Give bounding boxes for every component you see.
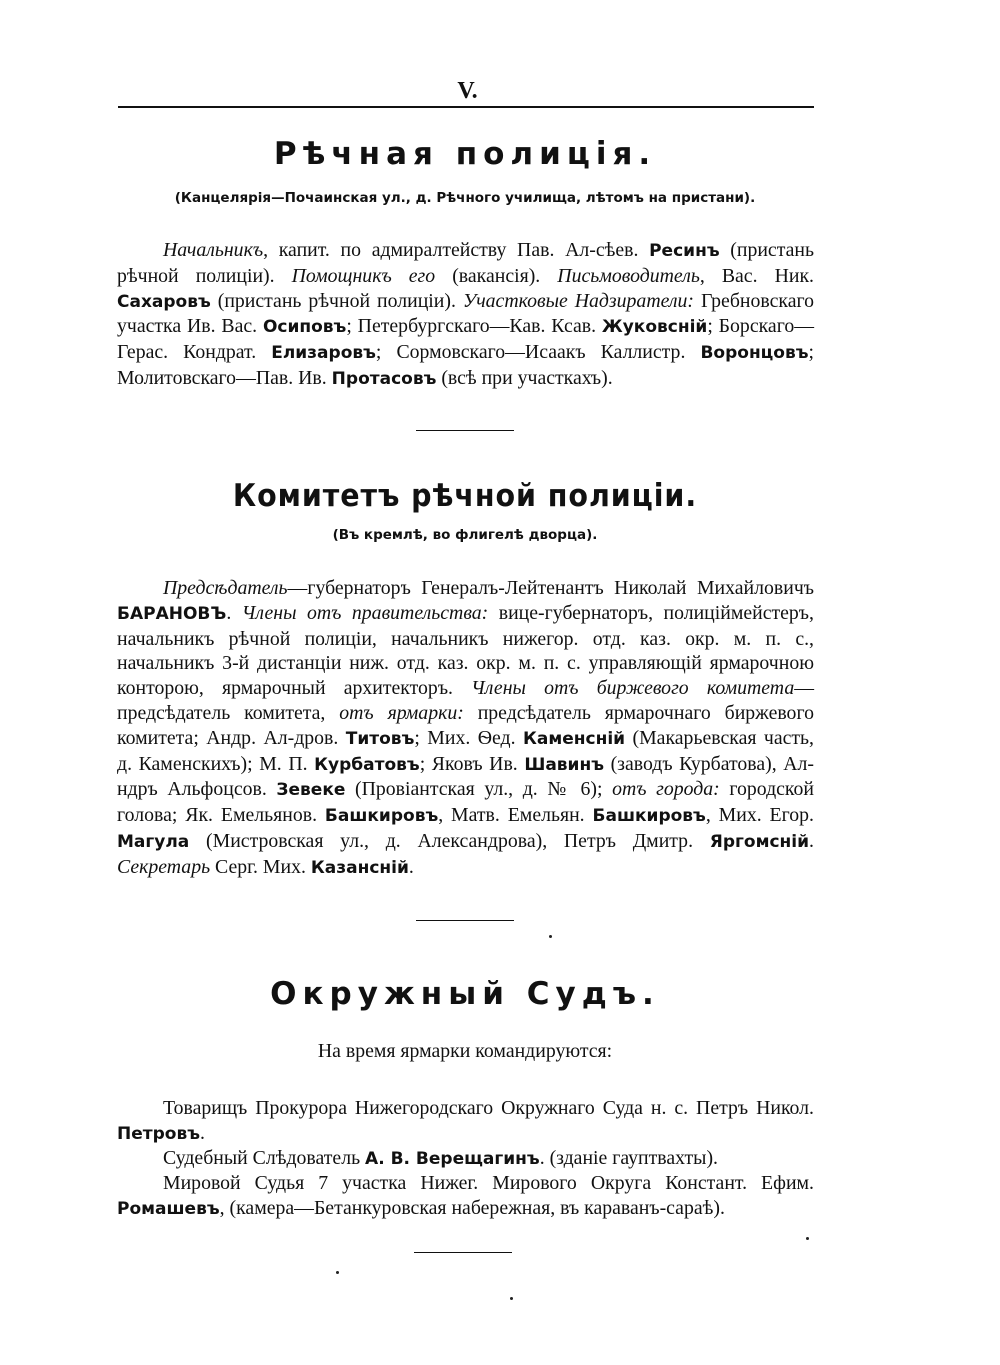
text-span: . — [226, 601, 242, 624]
role-label: Начальникъ — [163, 239, 264, 261]
section-title-river-police-committee: Комитетъ рѣчной полиціи. — [232, 478, 698, 514]
surname: Сахаровъ — [117, 291, 211, 312]
section-title-river-police: Рѣчная полиція. — [273, 136, 657, 172]
text-span: Гребновскаго участка Ив. Вас. — [117, 289, 814, 338]
surname: Ресинъ — [649, 241, 720, 261]
role-label: Предсѣдатель — [163, 577, 288, 599]
text-span: , (камера—Бетанкуровская набережная, въ караванъ-сараѣ). — [219, 1196, 725, 1219]
court-paragraph-justice — [117, 1171, 814, 1222]
section-subtitle-committee: (Въ кремлѣ, во флигелѣ дворца). — [332, 527, 598, 543]
river-police-paragraph — [117, 238, 814, 392]
print-speck — [336, 1271, 339, 1274]
surname: Осиповъ — [262, 317, 347, 338]
surname: Магула — [117, 831, 190, 852]
text-span: . — [408, 855, 414, 878]
surname: Шавинъ — [524, 754, 604, 775]
surname: Яргомсній — [709, 831, 810, 852]
page-number: V. — [457, 78, 478, 104]
surname: Титовъ — [345, 728, 415, 749]
court-paragraph-prosecutor — [117, 1096, 814, 1147]
text-span: (всѣ при участкахъ). — [436, 366, 613, 389]
role-label: Письмоводитель — [557, 264, 700, 287]
text-span: . — [809, 829, 814, 852]
text-span: (заводъ Курбатова), Ал-ндръ Альфоцсов. — [117, 752, 814, 801]
text-span: . — [200, 1121, 205, 1144]
text-span: (пристань рѣчной полиціи). — [117, 239, 814, 287]
surname: Ромашевъ — [117, 1198, 220, 1219]
surname: Жуковсній — [601, 317, 708, 338]
print-speck — [549, 935, 552, 938]
surname: Воронцовъ — [700, 343, 809, 364]
surname: Башкировъ — [324, 806, 439, 827]
text-span: , капит. по адмиралтейству Пав. Ал-сѣев. — [263, 239, 650, 261]
text-span: (Мистровская ул., д. Александрова), Петръ Дмитр. — [189, 829, 710, 852]
surname: Курбатовъ — [314, 754, 420, 775]
text-span: (Макарьевская часть, д. Каменскихъ); М. П. — [117, 726, 814, 775]
surname: Казансній — [310, 857, 409, 878]
header-rule — [118, 106, 814, 108]
text-span: ; Яковъ Ив. — [419, 752, 525, 775]
text-span: . (зданіе гауптвахты). — [539, 1147, 719, 1169]
text-span: ; Сормовскаго—Исаакъ Каллистр. — [375, 341, 701, 364]
surname: Протасовъ — [331, 368, 437, 389]
text-span: Судебный Слѣдователь — [163, 1147, 366, 1169]
role-label: Секретарь — [117, 855, 211, 878]
text-span: —губернаторъ Генералъ-Лейтенантъ Николай Михайловичъ — [287, 577, 814, 599]
section-divider — [416, 430, 514, 431]
surname: Зевеке — [276, 780, 346, 801]
court-paragraph-investigator — [117, 1146, 814, 1172]
committee-paragraph — [117, 576, 814, 881]
role-label: Члены отъ биржевого комитета — [471, 677, 795, 700]
text-span: ; Петербургскаго—Кав. Ксав. — [346, 315, 602, 338]
text-span: вице-губернаторъ, полиціймейстеръ, начальникъ рѣчной полиціи, начальникъ нижегор. отд. каз. окр. м. п. с., начальникъ 3-й дистанціи ниж. отд. каз. окр. м. п. с. управляющій ярмарочною конторою, ярмарочный архитекторъ. — [117, 601, 814, 700]
text-span: , Матв. Емельян. — [438, 804, 593, 827]
role-label: отъ ярмарки: — [339, 701, 464, 724]
surname: Петровъ — [117, 1123, 200, 1144]
role-label: Участковые Надзиратели: — [462, 289, 694, 312]
role-label: отъ города: — [612, 778, 720, 801]
text-span: Мировой Судья 7 участка Нижег. Мирового Округа Констант. Ефим. — [163, 1172, 814, 1194]
text-span: ; Мих. Ѳед. — [414, 726, 523, 749]
role-label: Члены отъ правительства: — [241, 601, 489, 624]
text-span: предсѣдатель ярмарочнаго биржевого комитета; Андр. Ал-дров. — [117, 701, 814, 749]
print-speck — [510, 1297, 513, 1300]
surname: Елизаровъ — [271, 343, 376, 364]
text-span: (Провіантская ул., д. № 6); — [345, 778, 613, 801]
court-intro: На время ярмарки командируются: — [317, 1040, 613, 1062]
section-subtitle-river-police: (Канцелярія—Почаинская ул., д. Рѣчного училища, лѣтомъ на пристани). — [174, 190, 756, 206]
text-span: Серг. Мих. — [210, 855, 311, 878]
text-span: (пристань рѣчной полиціи). — [210, 289, 463, 312]
role-label: Помощникъ его — [291, 264, 436, 287]
text-span: ; Молитовскаго—Пав. Ив. — [117, 341, 814, 389]
text-span: , Вас. Ник. — [699, 264, 814, 287]
text-span: —предсѣдатель комитета, — [117, 677, 814, 724]
text-span: Товарищъ Прокурора Нижегородскаго Окружнаго Суда н. с. Петръ Никол. — [163, 1097, 814, 1119]
surname: Башкировъ — [592, 806, 706, 827]
text-span: ; Борскаго—Герас. Кондрат. — [117, 315, 814, 364]
section-divider — [416, 920, 514, 921]
section-divider — [414, 1252, 512, 1253]
surname: А. В. Верещагинъ — [365, 1149, 540, 1169]
print-speck — [806, 1237, 809, 1240]
surname: Каменсній — [522, 728, 626, 749]
surname: БАРАНОВЪ — [117, 603, 227, 624]
section-title-district-court: Окружный Судъ. — [270, 976, 660, 1012]
text-span: , Мих. Егор. — [705, 804, 814, 827]
text-span: (вакансія). — [435, 264, 558, 287]
text-span: городской голова; Як. Емельянов. — [117, 778, 814, 827]
